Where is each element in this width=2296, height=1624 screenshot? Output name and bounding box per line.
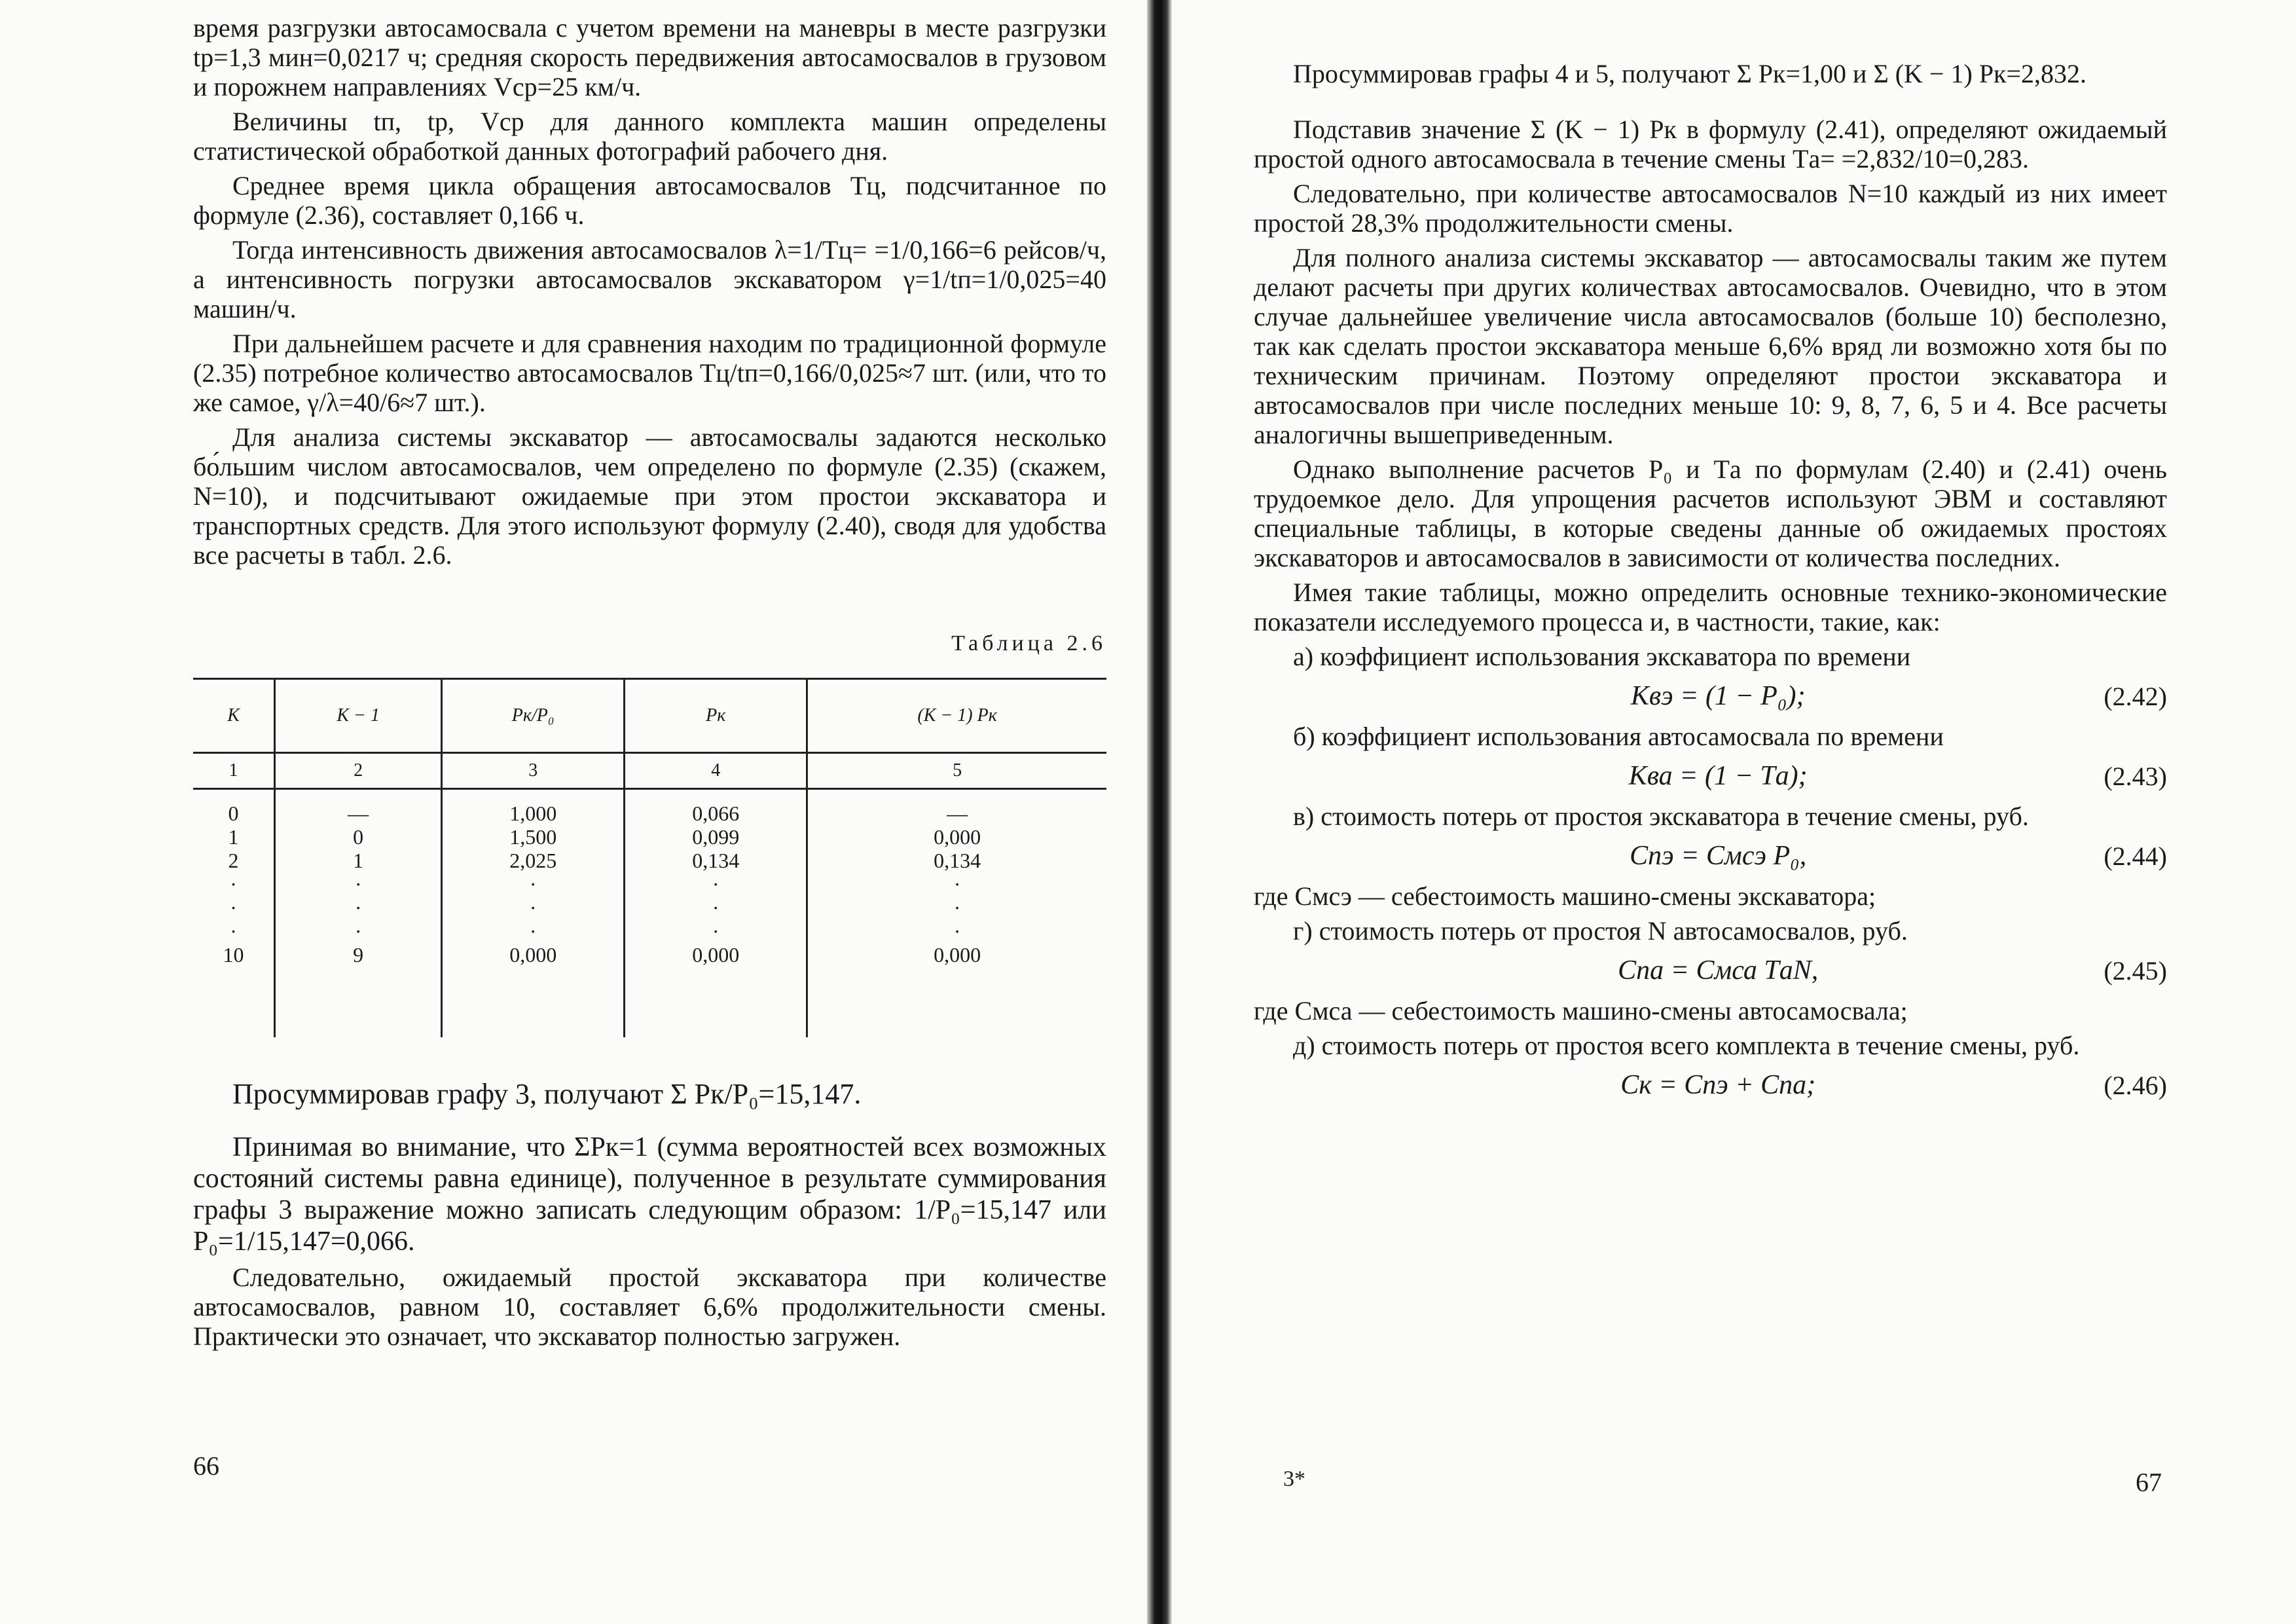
right-text-column xyxy=(1254,13,2167,1111)
page-number-left: 66 xyxy=(193,1451,219,1481)
table-cell-product-values: — 0,000 0,134 · · · 0,000 xyxy=(807,789,1106,1038)
table-col-number: 1 xyxy=(193,753,275,789)
equation-2-45 xyxy=(1254,956,2167,986)
table-cell-pk-values: 0,066 0,099 0,134 · · · 0,000 xyxy=(625,789,807,1038)
table-cell-k-values: 0 1 2 · · · 10 xyxy=(223,802,244,967)
paragraph-computer-tables: Однако выполнение расчетов P₀ и Tа по формулам (2.40) и (2.41) очень трудоемкое дело. Для упрощения расчетов используют ЭВМ и составляют специальные таблицы, в которые сведены данные об ожидаемых простоях экскаваторов и автосамосвалов в зависимости от количества последних. xyxy=(1254,454,2167,572)
table-header-k-minus-1-pk: (K − 1) Pк xyxy=(807,679,1106,753)
table-header-k-minus-1: K − 1 xyxy=(275,679,442,753)
paragraph-values-determined: Величины tп, tр, Vср для данного комплекта машин определены статистической обработкой данных фотографий рабочего дня. xyxy=(193,107,1106,166)
item-c: в) стоимость потерь от простоя экскаватора в течение смены, руб. xyxy=(1293,802,2029,831)
paragraph-excavator-downtime: Следовательно, ожидаемый простой экскаватора при количестве автосамосвалов, равном 10, составляет 6,6% продолжительности смены. Практически это означает, что экскаватор полностью загружен. xyxy=(193,1263,1106,1351)
paragraph-traditional-formula: При дальнейшем расчете и для сравнения находим по традиционной формуле (2.35) потребное количество автосамосвалов Tц/tп=0,166/0,025≈7 шт. (или, что то же самое, γ/λ=40/6≈7 шт.). xyxy=(193,329,1106,417)
equation-2-42 xyxy=(1254,682,2167,711)
page-number-right: 67 xyxy=(2136,1467,2162,1497)
table-col-number: 3 xyxy=(442,753,625,789)
paragraph-sum-columns-4-5: Просуммировав графы 4 и 5, получают Σ Pк=1,00 и Σ (K − 1) Pк=2,832. xyxy=(1293,59,2087,88)
equation-2-43-formula: Kва = (1 − Tа); xyxy=(1628,761,1808,791)
where-truck-cost: где Cмса — себестоимость машино-смены автосамосвала; xyxy=(1254,996,1908,1025)
item-d: г) стоимость потерь от простоя N автосамосвалов, руб. xyxy=(1293,916,1908,946)
paragraph-full-analysis: Для полного анализа системы экскаватор — автосамосвалы таким же путем делают расчеты при других количествах автосамосвалов. Очевидно, что в этом случае дальнейшее увеличение числа автосамосвалов (больше 10) бесполезно, так как сделать простои экскаватора меньше 6,6% вряд ли возможно хотя бы по техническим причинам. Поэтому определяют простои экскаватора и автосамосвалов при числе последних меньше 10: 9, 8, 7, 6, 5 и 4. Все расчеты аналогичны вышеприведенным. xyxy=(1254,243,2167,449)
table-col-number: 2 xyxy=(275,753,442,789)
item-e: д) стоимость потерь от простоя всего комплекта в течение смены, руб. xyxy=(1293,1031,2080,1060)
table-col-number: 4 xyxy=(625,753,807,789)
paragraph-indicators: Имея такие таблицы, можно определить основные технико-экономические показатели исследуемого процесса и, в частности, такие, как: xyxy=(1254,578,2167,637)
paragraph-truck-downtime: Следовательно, при количестве автосамосвалов N=10 каждый из них имеет простой 28,3% продолжительности смены. xyxy=(1254,179,2167,238)
paragraph-unloading-time: время разгрузки автосамосвала с учетом времени на маневры в месте разгрузки tр=1,3 мин=0,0217 ч; средняя скорость передвижения автосамосвалов в грузовом и порожнем направлениях Vср=25 км/ч. xyxy=(193,13,1106,101)
table-caption: Таблица 2.6 xyxy=(951,631,1106,655)
equation-2-44-number: (2.44) xyxy=(2104,841,2167,871)
equation-2-42-formula: Kвэ = (1 − P₀); xyxy=(1630,681,1806,711)
equation-2-43 xyxy=(1254,762,2167,791)
equation-2-46-formula: Cк = Cпэ + Cпа; xyxy=(1620,1070,1816,1100)
table-header-pk-over-p0: Pк/P₀ xyxy=(442,679,625,753)
equation-2-44 xyxy=(1254,841,2167,871)
equation-2-42-number: (2.42) xyxy=(2104,682,2167,711)
table-col-number: 5 xyxy=(807,753,1106,789)
equation-2-46-number: (2.46) xyxy=(2104,1071,2167,1100)
paragraph-intensity: Тогда интенсивность движения автосамосвалов λ=1/Tц= =1/0,166=6 рейсов/ч, а интенсивность погрузки автосамосвалов экскаватором γ=1/tп=1/0,025=40 машин/ч. xyxy=(193,235,1106,323)
equation-2-43-number: (2.43) xyxy=(2104,762,2167,791)
signature-mark: 3* xyxy=(1283,1467,1305,1491)
paragraph-substitute: Подставив значение Σ (K − 1) Pк в формулу (2.41), определяют ожидаемый простой одного автосамосвала в течение смены Tа= =2,832/10=0,283. xyxy=(1254,115,2167,174)
equation-2-44-formula: Cпэ = Cмсэ P₀, xyxy=(1630,841,1807,871)
table-cell-ratio-values: 1,000 1,500 2,025 · · · 0,000 xyxy=(442,789,625,1038)
equation-2-45-number: (2.45) xyxy=(2104,956,2167,986)
table-header-pk: Pк xyxy=(625,679,807,753)
table-cell-k-minus-1-values: — 0 1 · · · 9 xyxy=(275,789,442,1038)
paragraph-considering-sum: Принимая во внимание, что ΣPк=1 (сумма вероятностей всех возможных состояний системы равна единице), полученное в результате суммирования графы 3 выражение можно записать следующим образом: 1/P₀=15,147 или P₀=1/15,147=0,066. xyxy=(193,1132,1106,1257)
paragraph-system-analysis: Для анализа системы экскаватор — автосамосвалы задаются несколько бо́льшим числом автосамосвалов, чем определено по формуле (2.35) (скажем, N=10), и подсчитывают ожидаемые при этом простои экскаватора и транспортных средств. Для этого используют формулу (2.40), сводя для удобства все расчеты в табл. 2.6. xyxy=(193,422,1106,570)
equation-2-46 xyxy=(1254,1071,2167,1100)
paragraph-cycle-time: Среднее время цикла обращения автосамосвалов Tц, подсчитанное по формуле (2.36), составляет 0,166 ч. xyxy=(193,171,1106,230)
item-a: а) коэффициент использования экскаватора по времени xyxy=(1293,642,1911,671)
item-b: б) коэффициент использования автосамосвала по времени xyxy=(1293,722,1944,751)
equation-2-45-formula: Cпа = Cмса TаN, xyxy=(1618,955,1819,986)
sum-column-3: Просуммировав графу 3, получают Σ Pк/P₀=15,147. xyxy=(232,1078,862,1110)
where-excavator-cost: где Cмсэ — себестоимость машино-смены экскаватора; xyxy=(1254,881,1876,911)
table-header-k: K xyxy=(193,679,275,753)
